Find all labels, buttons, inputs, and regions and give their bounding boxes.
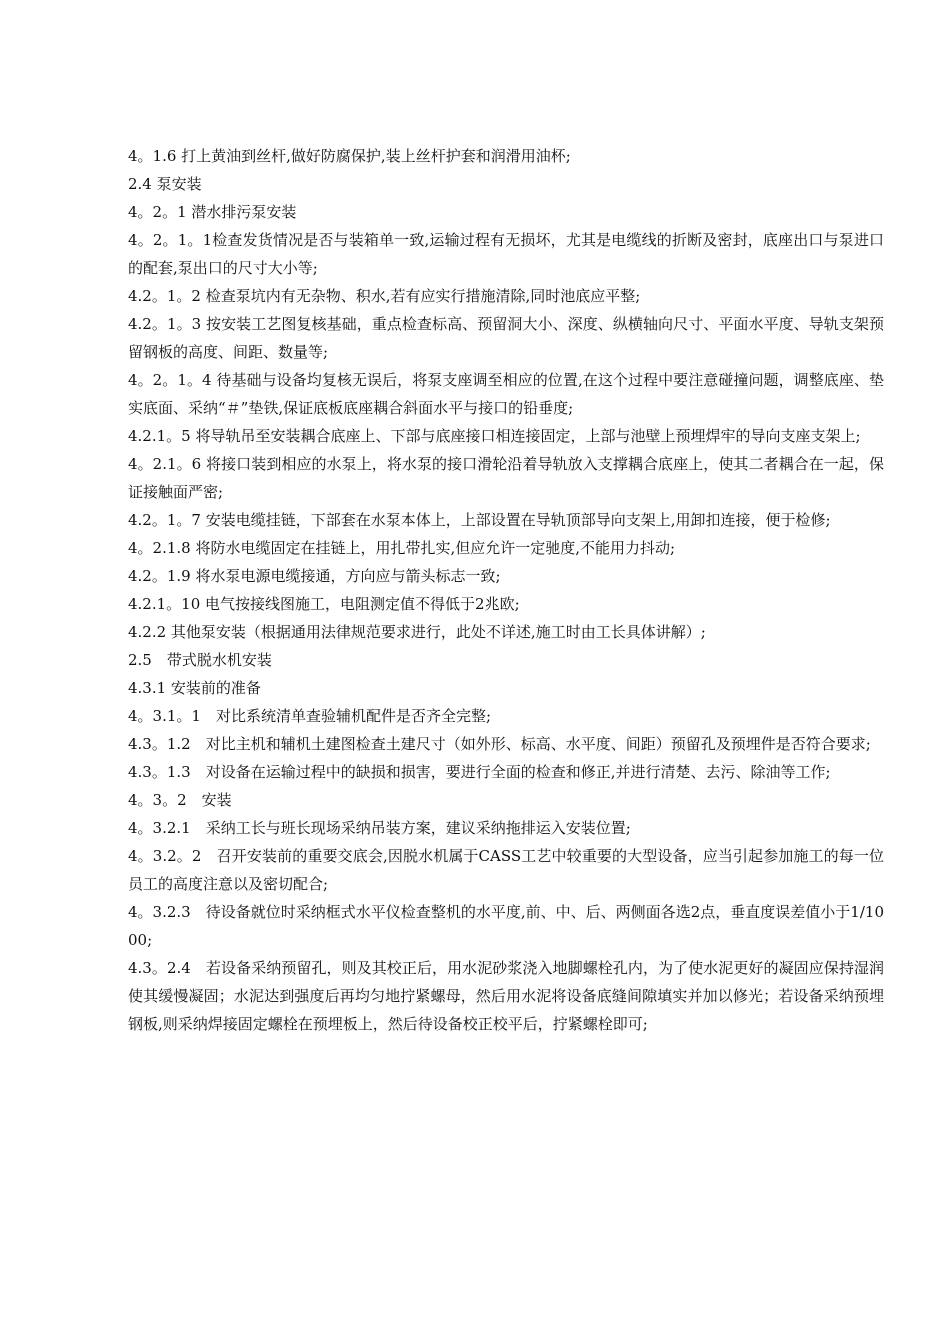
paragraph-4-3-1-1: 4。3.1。1 对比系统清单查验辅机配件是否齐全完整;: [128, 707, 491, 725]
paragraph-4-3-1-3: 4.3。1.3 对设备在运输过程中的缺损和损害，要进行全面的检查和修正,并进行清楚、去污、除油等工作;: [128, 763, 831, 781]
heading-2-4-pump-installation: 2.4 泵安装: [128, 175, 202, 193]
heading-4-3-1-preparation: 4.3.1 安装前的准备: [128, 679, 261, 697]
paragraph-4-2-1-7: 4.2。1。7 安装电缆挂链，下部套在水泵本体上，上部设置在导轨顶部导向支架上,用卸扣连接，便于检修;: [128, 511, 831, 529]
paragraph-4-2-1-8: 4。2.1.8 将防水电缆固定在挂链上，用扎带扎实,但应允许一定驰度,不能用力抖动;: [128, 539, 676, 557]
heading-4-3-2-installation: 4。3。2 安装: [128, 791, 232, 809]
heading-4-2-1-submersible-pump: 4。2。1 潜水排污泵安装: [128, 203, 297, 221]
paragraph-4-2-1-4: 4。2。1。4 待基础与设备均复核无误后，将泵支座调至相应的位置,在这个过程中要注意碰撞问题，调整底座、垫实底面、采纳“＃”垫铁,保证底板底座耦合斜面水平与接口的铅垂度;: [128, 371, 884, 417]
paragraph-4-2-1-10: 4.2.1。10 电气按接线图施工，电阻测定值不得低于2兆欧;: [128, 595, 520, 613]
paragraph-4-3-2-1: 4。3.2.1 采纳工长与班长现场采纳吊装方案，建议采纳拖排运入安装位置;: [128, 819, 631, 837]
paragraph-4-2-1-3: 4.2。1。3 按安装工艺图复核基础，重点检查标高、预留洞大小、深度、纵横轴向尺寸、平面水平度、导轨支架预留钢板的高度、间距、数量等;: [128, 315, 884, 361]
paragraph-4-3-2-4: 4.3。2.4 若设备采纳预留孔，则及其校正后，用水泥砂浆浇入地脚螺栓孔内，为了使水泥更好的凝固应保持湿润使其缓慢凝固；水泥达到强度后再均匀地拧紧螺母，然后用水泥将设备底缝间隙填实并加以修光；若设备采纳预埋钢板,则采纳焊接固定螺栓在预埋板上，然后待设备校正校平后，拧紧螺栓即可;: [128, 959, 884, 1033]
document-body: [128, 142, 884, 1038]
paragraph-4-2-1-2: 4.2。1。2 检查泵坑内有无杂物、积水,若有应实行措施清除,同时池底应平整;: [128, 287, 641, 305]
paragraph-4-2-1-1: 4。2。1。1检查发货情况是否与装箱单一致,运输过程有无损坏，尤其是电缆线的折断及密封，底座出口与泵进口的配套,泵出口的尺寸大小等;: [128, 231, 884, 277]
paragraph-4-2-1-5: 4.2.1。5 将导轨吊至安装耦合底座上、下部与底座接口相连接固定，上部与池壁上预埋焊牢的导向支座支架上;: [128, 427, 861, 445]
paragraph-4-3-1-2: 4.3。1.2 对比主机和辅机土建图检查土建尺寸（如外形、标高、水平度、间距）预留孔及预埋件是否符合要求;: [128, 735, 871, 753]
heading-2-5-belt-dewatering: 2.5 带式脱水机安装: [128, 651, 272, 669]
paragraph-4-2-2: 4.2.2 其他泵安装（根据通用法律规范要求进行，此处不详述,施工时由工长具体讲解）;: [128, 623, 706, 641]
paragraph-4-3-2-2: 4。3.2。2 召开安装前的重要交底会,因脱水机属于CASS工艺中较重要的大型设备，应当引起参加施工的每一位员工的高度注意以及密切配合;: [128, 847, 884, 893]
paragraph-4-3-2-3: 4。3.2.3 待设备就位时采纳框式水平仪检查整机的水平度,前、中、后、两侧面各选2点，垂直度误差值小于1/1000;: [128, 903, 884, 949]
paragraph-4-2-1-6: 4。2.1。6 将接口装到相应的水泵上，将水泵的接口滑轮沿着导轨放入支撑耦合底座上，使其二者耦合在一起，保证接触面严密;: [128, 455, 884, 501]
paragraph-4-1-6: 4。1.6 打上黄油到丝杆,做好防腐保护,装上丝杆护套和润滑用油杯;: [128, 147, 571, 165]
paragraph-4-2-1-9: 4.2。1.9 将水泵电源电缆接通，方向应与箭头标志一致;: [128, 567, 501, 585]
